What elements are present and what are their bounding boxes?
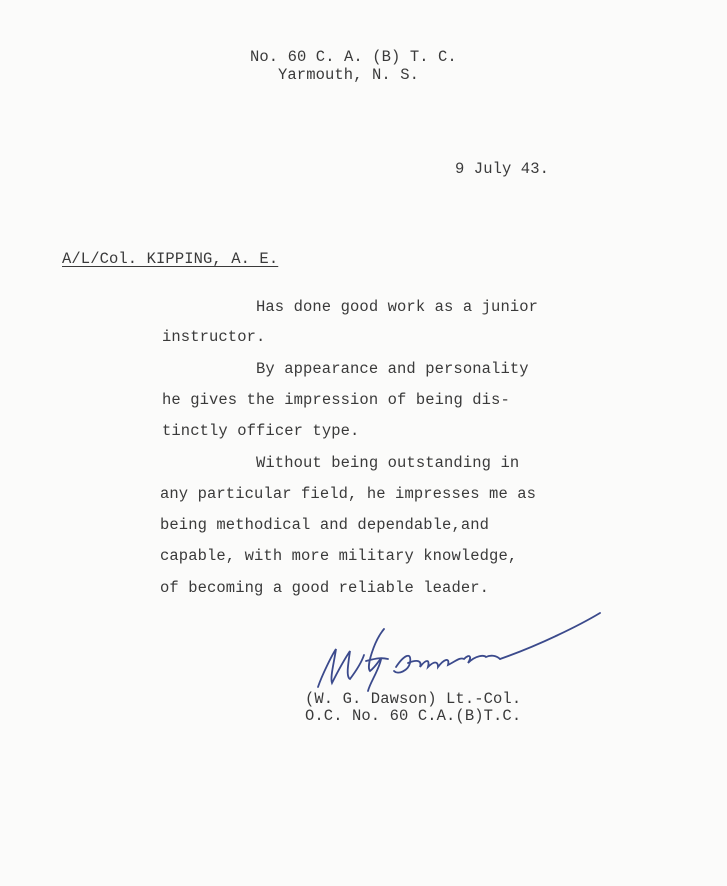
body-line: any particular field, he impresses me as: [160, 485, 537, 503]
body-line: instructor.: [162, 328, 266, 346]
addressee: A/L/Col. KIPPING, A. E.: [62, 250, 279, 268]
signatory-name: (W. G. Dawson) Lt.-Col.: [305, 690, 522, 708]
letterhead-unit: No. 60 C. A. (B) T. C.: [250, 48, 457, 66]
signatory-title: O.C. No. 60 C.A.(B)T.C.: [305, 707, 522, 725]
body-line: Has done good work as a junior: [256, 298, 539, 316]
body-line: being methodical and dependable,and: [160, 516, 490, 534]
body-line: Without being outstanding in: [256, 454, 520, 472]
body-line: of becoming a good reliable leader.: [160, 579, 490, 597]
letterhead-location: Yarmouth, N. S.: [278, 66, 420, 84]
body-line: he gives the impression of being dis-: [162, 391, 510, 409]
handwritten-signature: [300, 605, 610, 695]
body-line: capable, with more military knowledge,: [160, 547, 518, 565]
letter-date: 9 July 43.: [455, 160, 550, 178]
body-line: tinctly officer type.: [162, 422, 360, 440]
body-line: By appearance and personality: [256, 360, 529, 378]
